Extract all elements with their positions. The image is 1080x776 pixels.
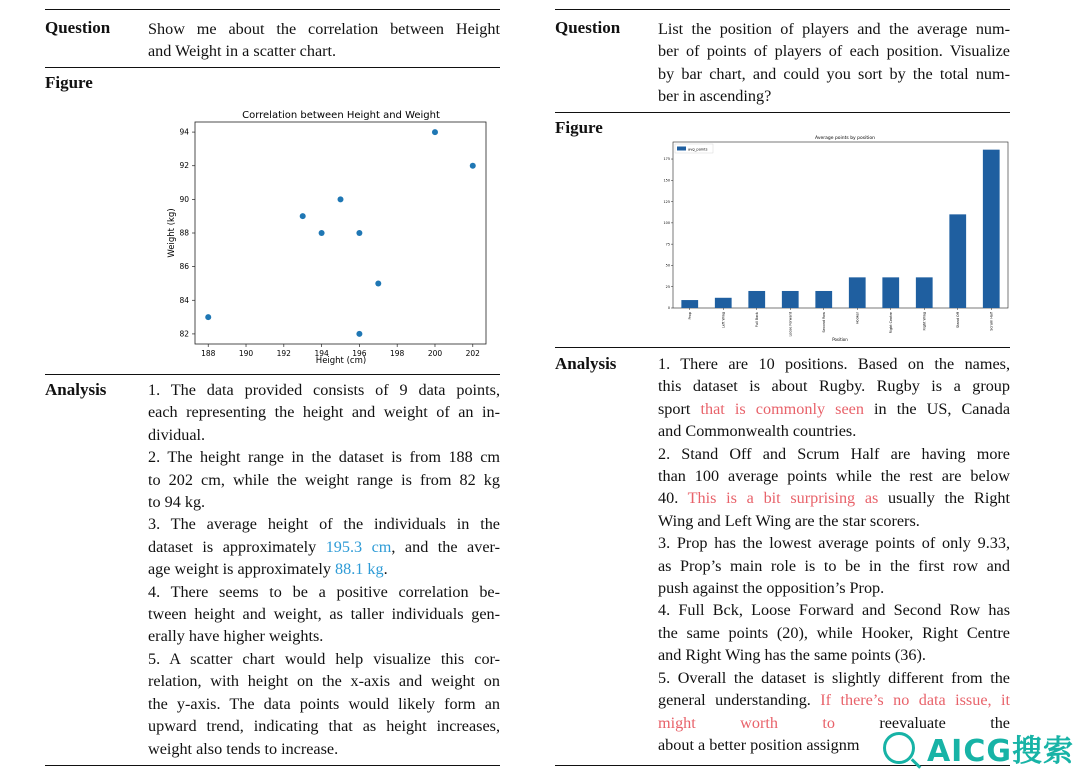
left-bottom-rule [45, 765, 500, 766]
y-tick-label: 75 [665, 242, 670, 247]
text-run: 2. The height range in the dataset is from 188 cm [148, 448, 500, 467]
x-tick-label: 190 [238, 349, 254, 358]
text-line [658, 40, 1010, 62]
y-tick-label: 90 [179, 194, 189, 204]
text-run: to 94 kg. [148, 493, 206, 512]
bar [782, 291, 799, 308]
text-line [658, 420, 1010, 442]
left-analysis-text [148, 379, 500, 760]
text-run: 2. Stand Off and Scrum Half are having more [658, 444, 1010, 463]
text-run: 4. There seems to be a positive correlation be- [148, 582, 500, 601]
text-run: dataset is approximately [148, 537, 326, 556]
left-question-rule [45, 67, 500, 68]
text-line [148, 715, 500, 737]
highlighted-text: 195.3 cm [325, 537, 392, 556]
text-line [658, 487, 1010, 509]
text-run: than 100 average points while the rest are below [658, 467, 1010, 486]
text-line [658, 689, 1010, 711]
text-line [148, 469, 500, 491]
right-question-label: Question [555, 18, 621, 37]
data-point [205, 314, 211, 320]
data-point [300, 213, 306, 219]
y-tick-label: 175 [663, 157, 670, 162]
left-figure-label: Figure [45, 73, 93, 92]
right-question-text [658, 18, 1010, 108]
text-line [658, 63, 1010, 85]
text-run: List the position of players and the average num- [658, 20, 1010, 38]
y-tick-label: 88 [179, 228, 189, 238]
text-line [148, 670, 500, 692]
x-tick-label: Right Centre [888, 312, 893, 334]
x-tick-label: 202 [465, 349, 480, 358]
x-tick-label: 188 [201, 349, 216, 358]
data-point [356, 331, 362, 337]
y-tick-label: 150 [663, 178, 670, 183]
text-run: 5. A scatter chart would help visualize this cor- [148, 649, 500, 668]
text-line [658, 443, 1010, 465]
text-line [148, 648, 500, 670]
text-run: 4. Full Bck, Loose Forward and Second Row has [658, 601, 1010, 620]
x-tick-label: Left Wing [721, 312, 726, 328]
y-tick-label: 92 [179, 161, 189, 171]
x-tick-label: 200 [427, 349, 443, 358]
data-point [470, 163, 476, 169]
highlighted-text: This is a bit surprising as [687, 489, 879, 508]
text-line [148, 513, 500, 535]
legend [675, 144, 713, 153]
right-analysis-label: Analysis [555, 354, 617, 373]
text-run: general understanding. [658, 691, 821, 710]
text-run: 3. Prop has the lowest average points of only 9.33, [658, 534, 1010, 553]
highlighted-text: If there’s no data issue, it [820, 691, 1010, 710]
text-run: Show me about the correlation between Height [148, 20, 500, 38]
x-tick-label: Stand Off [955, 312, 960, 328]
y-tick-label: 50 [665, 263, 670, 268]
left-figure-rule [45, 374, 500, 375]
data-point [319, 230, 325, 236]
text-run: tween height and weight, as taller individuals gen- [148, 605, 500, 624]
text-line [148, 379, 500, 401]
y-tick-label: 0 [667, 306, 670, 311]
x-tick-label: Right Wing [922, 312, 927, 331]
y-tick-label: 86 [179, 262, 189, 272]
text-run: weight also tends to increase. [148, 739, 339, 758]
text-run: usually the Right [878, 489, 1011, 508]
text-line [658, 375, 1010, 397]
scatter-chart [160, 102, 510, 372]
text-run: dividual. [148, 425, 206, 444]
x-tick-label: Prop [687, 312, 692, 320]
text-line [148, 424, 500, 446]
text-run: push against the opposition’s Prop. [658, 579, 885, 598]
legend-entry: avg_points [688, 147, 708, 152]
text-run: upward trend, indicating that as height increases, [148, 717, 500, 736]
right-question-rule [555, 112, 1010, 113]
highlighted-text: 88.1 kg [335, 560, 384, 579]
text-line [148, 581, 500, 603]
bar [983, 150, 1000, 308]
bar [849, 277, 866, 308]
right-analysis-text [658, 353, 1010, 756]
magnifier-icon [883, 732, 915, 764]
text-run: erally have higher weights. [148, 627, 324, 646]
left-top-rule [45, 9, 500, 10]
text-line [148, 603, 500, 625]
bar [882, 277, 899, 308]
text-run: and Commonwealth countries. [658, 422, 857, 441]
data-point [356, 230, 362, 236]
text-run: each representing the height and weight of an in- [148, 403, 500, 422]
text-line [658, 465, 1010, 487]
text-run: reevaluate the [834, 713, 1010, 732]
right-figure-label: Figure [555, 118, 603, 137]
text-line [658, 510, 1010, 532]
text-line [148, 625, 500, 647]
watermark [883, 726, 1074, 770]
bar-chart [660, 133, 1010, 343]
text-run: relation, with height on the x-axis and weight on [148, 672, 500, 691]
text-run: ber in ascending? [658, 87, 772, 106]
y-tick-label: 82 [179, 329, 189, 339]
legend-swatch [677, 147, 686, 151]
text-run: 1. The data provided consists of 9 data points, [148, 381, 500, 399]
bar [949, 214, 966, 308]
text-run: Wing and Left Wing are the star scorers. [658, 511, 920, 530]
text-line [658, 577, 1010, 599]
y-tick-label: 25 [665, 284, 670, 289]
text-line [658, 18, 1010, 40]
text-run: in the US, Canada [863, 399, 1011, 418]
text-line [658, 85, 1010, 107]
text-line [148, 693, 500, 715]
text-run: about a better position assignm [658, 735, 860, 754]
text-line [148, 738, 500, 760]
text-line [148, 491, 500, 513]
text-line [658, 398, 1010, 420]
right-top-rule [555, 9, 1010, 10]
x-tick-label: 194 [314, 349, 329, 358]
text-run: the y-axis. The data points would likely form an [148, 694, 500, 713]
text-line [658, 532, 1010, 554]
x-tick-label: Second Row [821, 312, 826, 333]
data-point [375, 280, 381, 286]
text-run: . [383, 560, 388, 579]
text-line [148, 18, 500, 40]
data-point [432, 129, 438, 135]
right-figure-rule [555, 347, 1010, 348]
text-run: and Right Wing has the same points (36). [658, 646, 926, 665]
left-question-label: Question [45, 18, 111, 37]
x-tick-label: 192 [276, 349, 291, 358]
text-line [658, 644, 1010, 666]
y-axis-label: Weight (kg) [167, 208, 177, 258]
y-tick-label: 84 [179, 295, 189, 305]
x-tick-label: Hooker [855, 312, 860, 325]
x-axis-label: Position [832, 337, 848, 342]
x-tick-label: 198 [390, 349, 405, 358]
text-run: and Weight in a scatter chart. [148, 42, 337, 61]
watermark-text: AICG搜索 [926, 734, 1074, 769]
text-line [658, 599, 1010, 621]
y-tick-label: 125 [663, 199, 670, 204]
text-run: the same points (20), while Hooker, Right Centre [658, 623, 1010, 642]
left-question-text [148, 18, 500, 63]
x-tick-label: Full Back [754, 312, 759, 328]
text-line [148, 401, 500, 423]
text-run: , and the aver- [391, 537, 500, 556]
text-run: age weight is approximately [148, 560, 336, 579]
text-run: by bar chart, and could you sort by the total num- [658, 64, 1010, 83]
text-run: ber of points of players of each position. Visualize [658, 42, 1010, 61]
highlighted-text: might worth to [658, 713, 835, 732]
x-tick-label: 196 [352, 349, 367, 358]
text-run: this dataset is about Rugby. Rugby is a group [658, 377, 1010, 396]
chart-title: Average points by position [815, 136, 875, 141]
text-line [148, 40, 500, 62]
bar [715, 298, 732, 308]
text-run: 1. There are 10 positions. Based on the names, [658, 355, 1010, 373]
plot-area [195, 122, 486, 344]
x-tick-label: Scrum Half [989, 312, 994, 331]
y-tick-label: 94 [179, 127, 189, 137]
text-run: 40. [658, 489, 688, 508]
text-line [658, 667, 1010, 689]
bar [815, 291, 832, 308]
bar [681, 300, 698, 308]
text-line [148, 446, 500, 468]
y-tick-label: 100 [663, 221, 670, 226]
chart-title: Correlation between Height and Weight [242, 110, 440, 121]
text-line [148, 558, 500, 580]
text-run: as Prop’s main role is to be in the first row and [658, 556, 1010, 575]
bar [916, 277, 933, 308]
text-line [658, 353, 1010, 375]
bar [748, 291, 765, 308]
text-run: sport [658, 399, 701, 418]
text-run: 5. Overall the dataset is slightly different from the [658, 668, 1010, 687]
text-run: to 202 cm, while the weight range is from 82 kg [148, 470, 500, 489]
text-line [148, 536, 500, 558]
left-analysis-label: Analysis [45, 380, 107, 399]
x-axis-label: Height (cm) [315, 356, 367, 366]
text-line [658, 622, 1010, 644]
data-point [338, 196, 344, 202]
text-line [658, 555, 1010, 577]
highlighted-text: that is commonly seen [700, 399, 864, 418]
text-run: 3. The average height of the individuals in the [148, 515, 500, 534]
x-tick-label: Loose Forward [788, 312, 793, 337]
